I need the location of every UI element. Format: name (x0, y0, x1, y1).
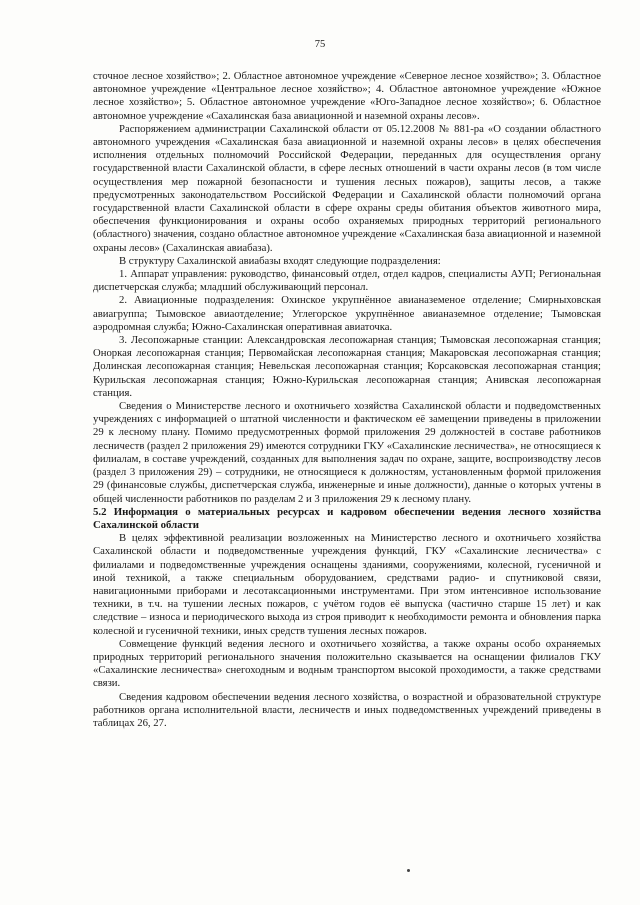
paragraph-equipment: В целях эффективной реализации возложенных на Министерство лесного и охотничьего хозяйства Сахалинской области и подведомственные учреждения функций, ГКУ «Сахалинские лесничества» с филиалами и подведомственные учреждения оснащены зданиями, сооружениями, колесной, гусеничной и иной техникой, а также специальным оборудованием, средствами радио- и спутниковой связи, навигационными приборами и лесотаксационными инструментами. При этом интенсивное использование техники, в т.ч. на тушении лесных пожаров, с учётом годов её выпуска (частично старше 15 лет) и как следствие – износа и периодического выхода из строя приводит к необходимости ремонта и обновления парка колесной и гусеничной техники, иных средств тушения лесных пожаров. (93, 532, 601, 637)
list-item-management: 1. Аппарат управления: руководство, финансовый отдел, отдел кадров, специалисты АУП; Региональная диспетчерская служба; младший обслуживающий персонал. (93, 268, 601, 294)
paragraph-personnel-tables: Сведения кадровом обеспечении ведения лесного хозяйства, о возрастной и образовательной структуре работников органа исполнительной власти, лесничеств и иных подведомственных учреждений приведены в таблицах 26, 27. (93, 690, 601, 729)
list-item-fire-stations: 3. Лесопожарные станции: Александровская лесопожарная станция; Тымовская лесопожарная станция; Оноркая лесопожарная станция; Первомайская лесопожарная станция; Макаровская лесопожарная станция; Долинская лесопожарная станция; Невельская лесопожарная станция; Корсаковская лесопожарная станция; Курильская лесопожарная станция; Южно-Курильская лесопожарная станция; Анивская лесопожарная станция. (93, 334, 601, 399)
paragraph-combined-functions: Совмещение функций ведения лесного и охотничьего хозяйства, а также охраны особо охраняемых природных территорий регионального значения положительно сказывается на оснащении филиалов ГКУ «Сахалинские лесничества» снегоходным и водным транспортом высокой проходимости, а также средствами связи. (93, 637, 601, 690)
paragraph-decree: Распоряжением администрации Сахалинской области от 05.12.2008 № 881-ра «О создании областного автономного учреждения «Сахалинская база авиационной и наземной охраны лесов» в целях обеспечения исполнения отдельных полномочий Российской Федерации, переданных для осуществления органу государственной власти Сахалинской области, в сфере лесных отношений в части охраны лесов (в том числе осуществления мер пожарной безопасности и тушения лесных пожаров), защиты лесов, а также предусмотренных законодательством Российской Федерации и Сахалинской области полномочий органа государственной власти Сахалинской области в сфере охраны среды обитания объектов животного мира, обеспечения функционирования и охраны особо охраняемых природных территорий регионального (областного) значения, создано областное автономное учреждение «Сахалинская база авиационной и наземной охраны лесов» (Сахалинская авиабаза). (93, 122, 601, 254)
paragraph-institutions-list: сточное лесное хозяйство»; 2. Областное автономное учреждение «Северное лесное хозяйство»; 3. Областное автономное учреждение «Центральное лесное хозяйство»; 4. Областное автономное учреждение «Южное лесное хозяйство»; 5. Областное автономное учреждение «Юго-Западное лесное хозяйство»; 6. Областное автономное учреждение «Сахалинская база авиационной и наземной охраны лесов». (93, 70, 601, 122)
list-item-aviation: 2. Авиационные подразделения: Охинское укрупнённое авианаземеное отделение; Смирныховская авиагруппа; Тымовское авиаотделение; Углегорское укрупнённое авианаземное отделение; Тымовская аэродромная служба; Южно-Сахалинская оперативная авиаточка. (93, 294, 601, 333)
page-number: 75 (314, 39, 326, 50)
section-heading: 5.2 Информация о материальных ресурсах и кадровом обеспечении ведения лесного хозяйства Сахалинской области (93, 505, 601, 531)
scan-speck (407, 869, 410, 872)
paragraph-staff-info: Сведения о Министерстве лесного и охотничьего хозяйства Сахалинской области и подведомственных учреждениях с информацией о штатной численности и фактическом её замещении приведены в приложении 29 к лесному плану. Помимо предусмотренных формой приложения 29 должностей в составе работников лесничеств (раздел 2 приложения 29) имеются сотрудники ГКУ «Сахалинские лесничества», не относящиеся к филиалам, в составе учреждений, созданных для выполнения задач по охране, защите, воспроизводству лесов (раздел 3 приложения 29) – сотрудники, не относящиеся к должностям, установленным формой приложения 29 (финансовые службы, диспетчерская служба, инженерные и иные должности), данные о которых учтены в общей численности работников по разделам 2 и 3 приложения 29 к лесному плану. (93, 400, 601, 505)
page-body (93, 70, 601, 730)
paragraph-structure-intro: В структуру Сахалинской авиабазы входят следующие подразделения: (119, 254, 441, 267)
